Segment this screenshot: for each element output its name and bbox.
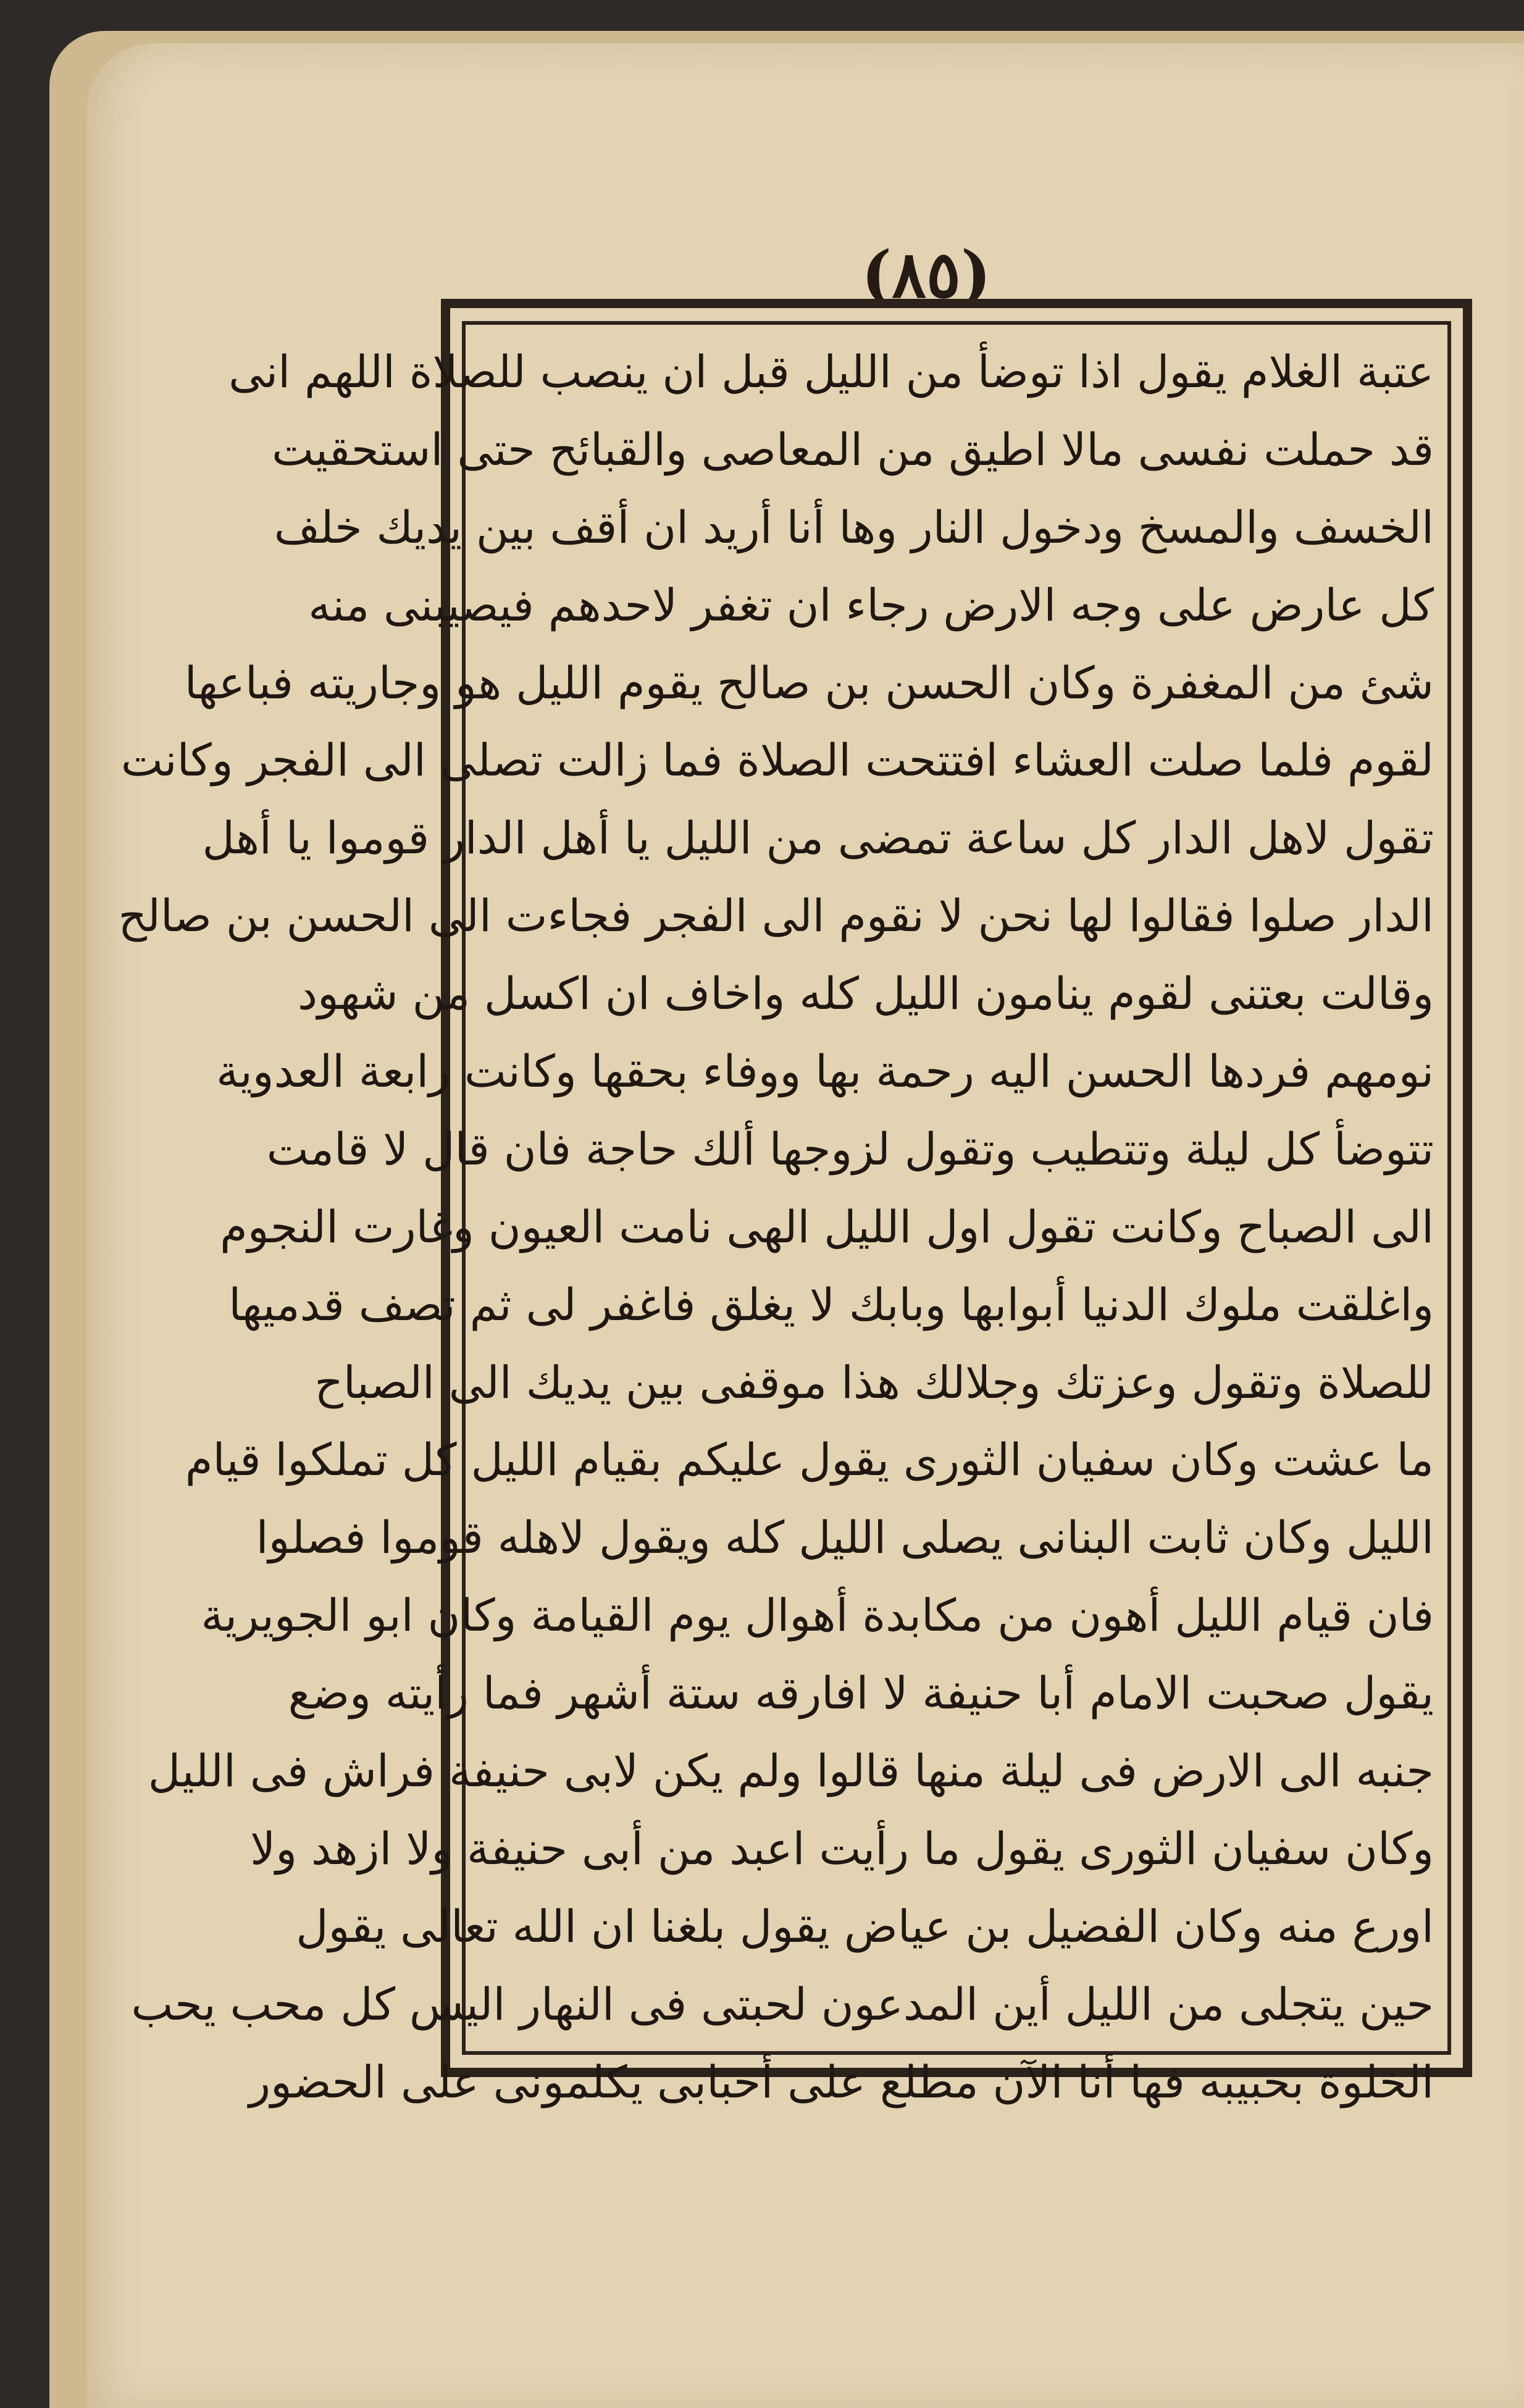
text-line: وكان سفيان الثورى يقول ما رأيت اعبد من أبى حنيفة ولا ازهد ولا [250, 1822, 1434, 1875]
text-line: تقول لاهل الدار كل ساعة تمضى من الليل يا أهل الدار قوموا يا أهل [202, 812, 1434, 864]
text-line: الخلوة بحبيبه فها أنا الآن مطلع على أحبابى يكلمونى على الحضور [249, 2055, 1434, 2108]
text-line: شئ من المغفرة وكان الحسن بن صالح يقوم الليل هو وجاريته فباعها [184, 656, 1434, 709]
text-line: كل عارض على وجه الارض رجاء ان تغفر لاحدهم فيصيبنى منه [308, 579, 1434, 631]
text-line: نومهم فردها الحسن اليه رحمة بها ووفاء بحقها وكانت رابعة العدوية [216, 1045, 1434, 1098]
text-line: يقول صحبت الامام أبا حنيفة لا افارقه ستة أشهر فما رأيته وضع [288, 1667, 1434, 1720]
text-line: ما عشت وكان سفيان الثورى يقول عليكم بقيام الليل كل تملكوا قيام [185, 1434, 1434, 1486]
text-line: قد حملت نفسى مالا اطيق من المعاصى والقبائح حتى استحقيت [272, 423, 1434, 475]
text-line: جنبه الى الارض فى ليلة منها قالوا ولم يكن لابى حنيفة فراش فى الليل [148, 1745, 1434, 1797]
text-line: واغلقت ملوك الدنيا أبوابها وبابك لا يغلق فاغفر لى ثم تصف قدميها [228, 1278, 1434, 1331]
arabic-text-body [118, 333, 1434, 2108]
text-line: الخسف والمسخ ودخول النار وها أنا أريد ان أقف بين يديك خلف [274, 501, 1434, 553]
text-line: الليل وكان ثابت البنانى يصلى الليل كله ويقول لاهله قوموا فصلوا [256, 1511, 1434, 1564]
text-line: وقالت بعتنى لقوم ينامون الليل كله واخاف ان اكسل من شهود [297, 968, 1434, 1020]
text-line: فان قيام الليل أهون من مكابدة أهوال يوم القيامة وكان ابو الجويرية [201, 1589, 1434, 1642]
text-line: الدار صلوا فقالوا لها نحن لا نقوم الى الفجر فجاءت الى الحسن بن صالح [118, 890, 1434, 942]
text-line: للصلاة وتقول وعزتك وجلالك هذا موقفى بين يديك الى الصباح [314, 1356, 1434, 1408]
text-line: اورع منه وكان الفضيل بن عياض يقول بلغنا ان الله تعالى يقول [296, 1900, 1434, 1952]
text-line: تتوضأ كل ليلة وتتطيب وتقول لزوجها ألك حاجة فان قال لا قامت [266, 1122, 1434, 1175]
text-line: الى الصباح وكانت تقول اول الليل الهى نامت العيون وغارت النجوم [220, 1200, 1434, 1253]
text-line: لقوم فلما صلت العشاء افتتحت الصلاة فما زالت تصلى الى الفجر وكانت [120, 734, 1434, 787]
text-line: حين يتجلى من الليل أين المدعون لحبتى فى النهار اليس كل محب يحب [131, 1978, 1434, 2030]
text-line: عتبة الغلام يقول اذا توضأ من الليل قبل ان ينصب للصلاة اللهم انى [228, 346, 1434, 398]
page-number: (٨٥) [861, 236, 992, 312]
